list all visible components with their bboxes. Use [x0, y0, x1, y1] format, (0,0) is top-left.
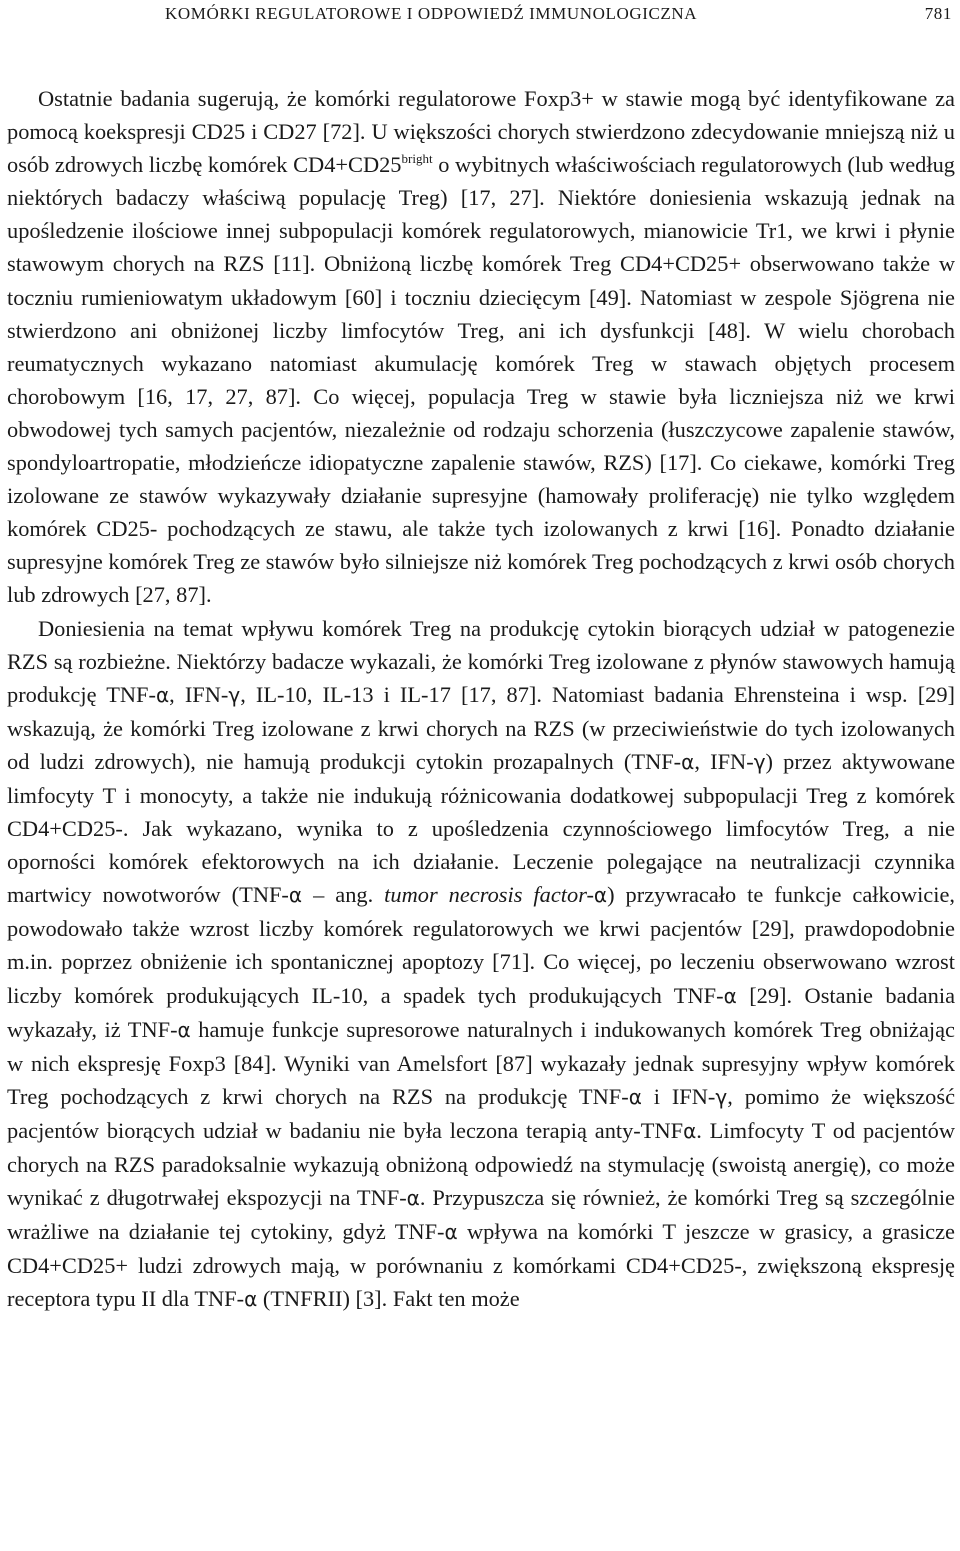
text-run: [29]. Ostanie badania wykazały, iż TNF-	[7, 982, 956, 1042]
text-run: . Przypuszcza się również, że komórki Treg są szczególnie wrażliwe na działanie tej cytokiny, gdyż TNF-	[7, 1185, 955, 1245]
text-run: tumor necrosis factor-	[384, 882, 594, 908]
text-run: , IL-10, IL-13 i IL-17 [17, 87]. Natomiast badania Ehrensteina i wsp. [29] wskazują, że komórki Treg izolowane z krwi chorych na RZS (w przeciwieństwie do tych izolowanych od ludzi zdrowych), nie hamują produkcji cytokin prozapalnych (TNF-	[7, 681, 955, 774]
text-run: ) przez aktywowane limfocyty T i monocyty, a także nie indukują różnicowania dodatkowej subpopulacji Treg z komórek CD4+CD25-. Jak wykazano, wynika to z upośledzenia czynnościowego limfocytów Treg, a nie oporności komórek efektorowych na ich działanie. Leczenie polegające na neutralizacji czynnika martwicy nowotworów (TNF-	[7, 748, 956, 908]
text-run: o wybitnych właściwościach regulatorowych (lub według niektórych badaczy właściwą populację Treg) [17, 27]. Niektóre doniesienia wskazują jednak na upośledzenie ilościowe innej subpopulacji komórek regulatorowych, mianowicie Tr1, we krwi i płynie stawowym chorych na RZS [11]. Obniżoną liczbę komórek Treg CD4+CD25+ obserwowano także w toczniu rumieniowatym układowym [60] i toczniu dziecięcym [49]. Natomiast w zespole Sjögrena nie stwierdzono ani obniżonej liczby limfocytów Treg, ani ich dysfunkcji [48]. W wielu chorobach reumatycznych wykazano natomiast akumulację komórek Treg w stawach objętych procesem chorobowym [16, 17, 27, 87]. Co więcej, populacja Treg w stawie była liczniejsza niż we krwi obwodowej tych samych pacjentów, niezależnie od rodzaju schorzenia (łuszczycowe zapalenie stawów, spondyloartropatie, młodzieńcze idiopatyczne zapalenie stawów, RZS) [17]. Co ciekawe, komórki Treg izolowane ze stawów wykazywały działanie supresyjne (hamowały proliferację) nie tylko względem komórek CD25- pochodzących ze stawu, ale także tych izolowanych z krwi [16]. Ponadto działanie supresyjne komórek Treg ze stawów było silniejsze niż komórek Treg pochodzących z krwi osób chorych lub zdrowych [27, 87].	[7, 152, 955, 608]
greek-letter: α	[406, 1186, 420, 1211]
text-run: , IFN-	[694, 748, 754, 774]
greek-letter: γ	[715, 1084, 728, 1109]
greek-letter: α	[155, 682, 170, 707]
text-run: ) przywracało te funkcje całkowicie, powodowało także wzrost liczby komórek regulatorowych we krwi pacjentów [29], prawdopodobnie m.in. poprzez obniżenie ich spontanicznej apoptozy [71]. Co więcej, po leczeniu obserwowano wzrost liczby komórek produkujących IL-10, a spadek tych produkujących TNF-	[7, 882, 956, 1008]
text-run: wpływa na komórki T jeszcze w grasicy, a grasicze CD4+CD25+ ludzi zdrowych mają, w porównaniu z komórkami CD4+CD25-, zwiększoną ekspresję receptora typu II dla TNF-	[7, 1219, 955, 1312]
greek-letter: γ	[228, 682, 241, 707]
text-run: , pomimo że większość pacjentów biorących udział w badaniu nie była leczona terapią anty-TNF	[7, 1083, 956, 1143]
text-run: – ang.	[302, 882, 385, 908]
text-run: Doniesienia na temat wpływu komórek Treg na produkcję cytokin biorących udział w patogenezie RZS są rozbieżne. Niektórzy badacze wykazali, że komórki Treg izolowane z płynów stawowych hamują produkcję TNF-	[7, 615, 955, 707]
greek-letter: α	[444, 1220, 458, 1245]
text-run: hamuje funkcje supresorowe naturalnych i indukowanych komórek Treg obniżając w nich ekspresję Foxp3 [84]. Wyniki van Amelsfort [87] wykazały jednak supresyjny wpływ komórek Treg pochodzących z krwi chorych na RZS na produkcję TNF-	[7, 1016, 955, 1109]
page-number: 781	[924, 4, 952, 23]
text-run: Ostatnie badania sugerują, że komórki regulatorowe Foxp3+ w stawie mogą być identyfikowane za pomocą koekspresji CD25 i CD27 [72]. U większości chorych stwierdzono zdecydowanie mniejszą niż u osób zdrowych liczbę komórek CD4+CD25	[7, 86, 955, 178]
greek-letter: α	[683, 1118, 697, 1143]
text-run: i IFN-	[641, 1083, 716, 1109]
paragraph	[7, 612, 955, 1317]
text-run: (TNFRII) [3]. Fakt ten może	[257, 1286, 520, 1312]
running-header	[0, 4, 960, 28]
greek-letter: α	[177, 1017, 191, 1042]
greek-letter: α	[628, 1084, 642, 1109]
superscript: bright	[401, 151, 433, 167]
text-run: . Limfocyty T od pacjentów chorych na RZS paradoksalnie wykazują obniżoną odpowiedź na stymulację (swoistą anergię), co może wynikać z długotrwałej ekspozycji na TNF-	[7, 1117, 955, 1211]
text-run: , IFN-	[169, 681, 229, 707]
paragraph	[7, 82, 955, 612]
running-title: KOMÓRKI REGULATOROWE I ODPOWIEDŹ IMMUNOLOGICZNA	[165, 4, 698, 23]
greek-letter: α	[593, 883, 608, 908]
greek-letter: α	[288, 883, 303, 908]
greek-letter: α	[244, 1287, 258, 1312]
greek-letter: α	[723, 983, 737, 1008]
greek-letter: γ	[753, 749, 766, 774]
greek-letter: α	[681, 749, 695, 774]
body-text	[7, 82, 955, 1316]
